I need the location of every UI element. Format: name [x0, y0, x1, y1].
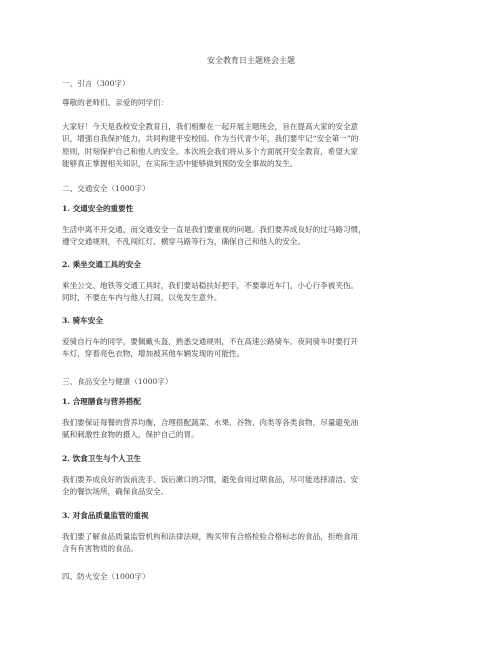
subsection-heading — [62, 510, 442, 522]
paragraph-line: 我们要保证每餐的营养均衡，合理搭配蔬菜、水果、谷物、肉类等各类食物，尽量避免油 — [62, 418, 359, 427]
subsection-title: 3. 对食品质量监管的重视 — [62, 511, 149, 520]
paragraph-line: 我们要养成良好的饭前洗手、饭后漱口的习惯，避免食用过期食品，尽可能选择清洁、安 — [62, 475, 359, 484]
paragraph-line: 含有有害物质的食品。 — [62, 544, 138, 554]
section-heading: 二、交通安全（1000字） — [62, 184, 150, 193]
paragraph-line: 腻和刺激性食物的摄入，保护自己的胃。 — [62, 430, 199, 440]
subsection-title: 3. 骑车安全 — [62, 316, 103, 325]
paragraph-line: 我们要了解食品质量监管机构和法律法规，购买带有合格检验合格标志的食品，拒绝食用 — [62, 532, 359, 541]
subsection-body — [62, 280, 442, 305]
section-fire — [62, 571, 442, 583]
subsection-title: 1. 交通安全的重要性 — [62, 204, 134, 213]
subsection-heading — [62, 315, 442, 327]
paragraph-line: 同时，不要在车内与他人打闹，以免发生意外。 — [62, 293, 222, 303]
subsection-body — [62, 417, 442, 442]
subsection-heading — [62, 203, 442, 215]
subsection-heading — [62, 259, 442, 271]
paragraph-line: 原则，时刻保护自己和他人的安全。本次班会我们将从多个方面展开安全教育，希望大家 — [62, 146, 359, 156]
paragraph-line: 爱骑自行车的同学，要佩戴头盔，熟悉交通规则，不在高速公路骑车。夜间骑车时要打开 — [62, 337, 359, 346]
paragraph-line: 车灯，穿着亮色衣物，增加被其他车辆发现的可能性。 — [62, 349, 245, 359]
subsection-heading — [62, 396, 442, 408]
paragraph-line: 乘坐公交、地铁等交通工具时，我们要站稳扶好把手，不要靠近车门，小心行李被夹伤。 — [62, 281, 359, 290]
paragraph-line: 全的餐饮场所，确保食品安全。 — [62, 487, 169, 497]
section-heading: 三、食品安全与健康（1000字） — [62, 377, 173, 386]
paragraph-intro — [62, 121, 442, 171]
document-title: 安全教育日主题班会主题 — [207, 56, 295, 65]
paragraph-line: 识，增强自我保护能力，共同构建平安校园。作为当代青少年，我们要牢记“安全第一”的 — [62, 134, 359, 144]
section-heading: 四、防火安全（1000字） — [62, 572, 150, 581]
paragraph-line: 尊敬的老师们、亲爱的同学们： — [62, 98, 169, 107]
paragraph-line: 遵守交通规则，不乱闯红灯、横穿马路等行为，确保自己和他人的安全。 — [62, 237, 305, 247]
section-traffic — [62, 183, 442, 195]
subsection-heading — [62, 453, 442, 465]
subsection-body — [62, 224, 442, 249]
subsection-body — [62, 474, 442, 499]
paragraph-line: 能够真正掌握相关知识，在实际生活中能够做到预防安全事故的发生。 — [62, 159, 298, 169]
subsection-title: 1. 合理膳食与营养搭配 — [62, 397, 141, 406]
section-intro — [62, 78, 442, 90]
subsection-title: 2. 乘坐交通工具的安全 — [62, 260, 141, 269]
paragraph-line: 生活中离不开交通，而交通安全一直是我们要重视的问题。我们要养成良好的过马路习惯， — [62, 225, 366, 234]
paragraph-greeting — [62, 97, 442, 109]
subsection-title: 2. 饮食卫生与个人卫生 — [62, 454, 141, 463]
section-heading: 一、引言（300字） — [62, 79, 130, 88]
subsection-body — [62, 336, 442, 361]
subsection-body — [62, 531, 442, 556]
section-food — [62, 376, 442, 388]
paragraph-line: 大家好！今天是我校安全教育日，我们相聚在一起开展主题班会，旨在提高大家的安全意 — [62, 122, 359, 131]
